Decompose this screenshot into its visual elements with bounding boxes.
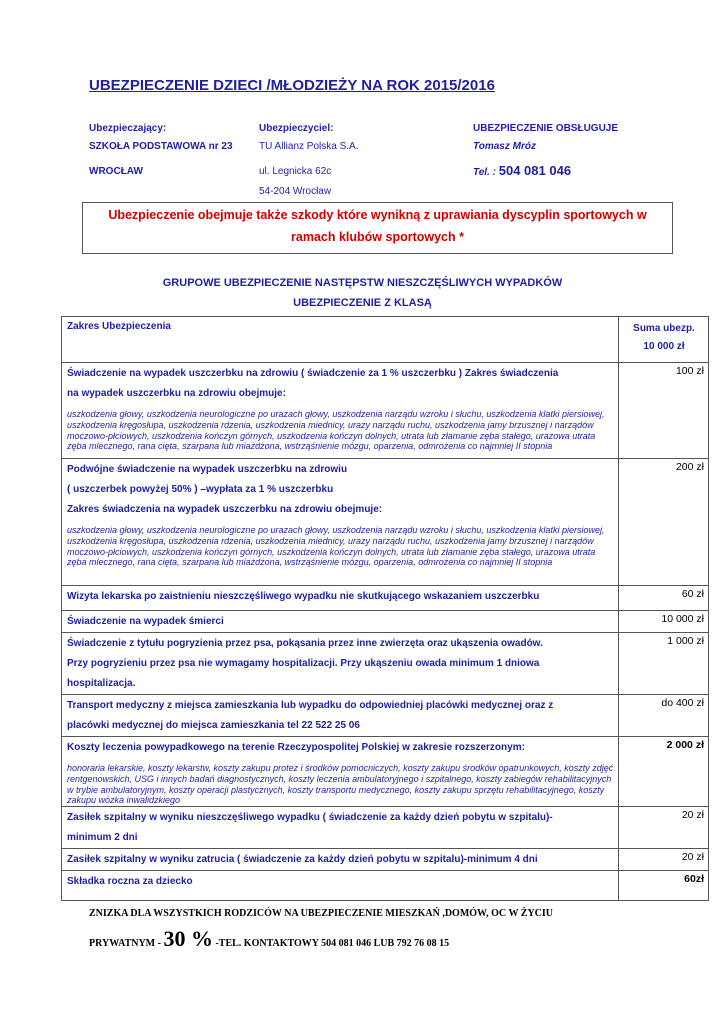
coverage-amount: 20 zł [619, 849, 709, 871]
insured-label: Ubezpieczający: [89, 123, 167, 134]
table-row [62, 459, 709, 586]
coverage-line: Podwójne świadczenie na wypadek uszczerbku na zdrowiu [67, 464, 348, 475]
service-phone [473, 163, 571, 178]
coverage-amount: 1 000 zł [619, 633, 709, 695]
header-sum [619, 317, 709, 363]
header-scope-label: Zakres Ubezpieczenia [67, 321, 171, 332]
sports-notice-box [82, 202, 673, 254]
footer-line2-post: -TEL. KONTAKTOWY 504 081 046 LUB 792 76 08 15 [215, 938, 450, 949]
insurer-name: TU Allianz Polska S.A. [259, 141, 359, 152]
footer-line1: ZNIZKA DLA WSZYSTKICH RODZICÓW NA UBEZPIECZENIE MIESZKAŃ ,DOMÓW, OC W ŻYCIU [89, 908, 553, 919]
coverage-detail: uszkodzenia głowy, uszkodzenia neurologiczne po urazach głowy, uszkodzenia narządu wzroku i słuchu, uszkodzenia klatki piersiowej, uszkodzenia kręgosłupa, uszkodzenia rdzenia, uszkodzenia miednicy, urazy narządu ruchu, uszkodzenia jamy brzusznej i narządów moczowo-płciowych, uszkodzenia kończyn górnych, uszkodzenia kończyn dolnych, utrata lub złamanie zęba stałego, urazowa utrata zęba mlecznego, rana cięta, szarpana lub miażdżona, wstrząśnienie mózgu, oparzenia, odmrożenia co najmniej II stopnia [67, 409, 605, 452]
insurer-postal: 54-204 Wrocław [259, 186, 332, 197]
coverage-description [62, 737, 619, 807]
coverage-line: Świadczenie na wypadek śmierci [67, 616, 224, 627]
coverage-description [62, 586, 619, 611]
header-sum-value: 10 000 zł [643, 341, 685, 352]
table-row [62, 611, 709, 633]
insurer-label: Ubezpieczyciel: [259, 123, 334, 134]
coverage-line: Transport medyczny z miejsca zamieszkania lub wypadku do odpowiedniej placówki medycznej oraz z [67, 700, 554, 711]
footer-discount: 30 % [163, 926, 213, 951]
coverage-line: Zasiłek szpitalny w wyniku zatrucia ( świadczenie za każdy dzień pobytu w szpitalu)-minimum 4 dni [67, 854, 538, 866]
coverage-line: hospitalizacja. [67, 678, 136, 689]
subtitle-group-insurance: GRUPOWE UBEZPIECZENIE NASTĘPSTW NIESZCZĘŚLIWYCH WYPADKÓW [162, 277, 563, 289]
coverage-description [62, 363, 619, 459]
coverage-line: Składka roczna za dziecko [67, 876, 193, 888]
table-row [62, 849, 709, 871]
coverage-amount: do 400 zł [619, 695, 709, 737]
coverage-line: Przy pogryzieniu przez psa nie wymagamy hospitalizacji. Przy ukąszeniu owada minimum 1 dniowa [67, 658, 540, 669]
table-row [62, 363, 709, 459]
subtitle-class: UBEZPIECZENIE Z KLASĄ [293, 297, 432, 309]
header-scope [62, 317, 619, 363]
coverage-line: Zasiłek szpitalny w wyniku nieszczęśliwego wypadku ( świadczenie za każdy dzień pobytu w szpitalu)- [67, 812, 553, 824]
table-row [62, 586, 709, 611]
coverage-amount: 60 zł [619, 586, 709, 611]
coverage-description [62, 807, 619, 849]
coverage-line: ( uszczerbek powyżej 50% ) –wypłata za 1 % uszczerbku [67, 484, 334, 495]
coverage-amount: 60zł [619, 871, 709, 901]
coverage-line: Świadczenie z tytułu pogryzienia przez psa, pokąsania przez inne zwierzęta oraz ukąszenia owadów. [67, 638, 543, 649]
coverage-amount: 10 000 zł [619, 611, 709, 633]
header-sum-label: Suma ubezp. [633, 323, 695, 334]
table-header-row [62, 317, 709, 363]
footer-line2 [89, 926, 449, 952]
table-row [62, 807, 709, 849]
insured-name: SZKOŁA PODSTAWOWA nr 23 [89, 141, 233, 152]
insurer-street: ul. Legnicka 62c [259, 166, 332, 177]
coverage-line: na wypadek uszczerbku na zdrowiu obejmuje: [67, 388, 286, 399]
notice-line1: Ubezpieczenie obejmuje także szkody które wynikną z uprawiania dyscyplin sportowych w [108, 208, 647, 222]
coverage-line: placówki medycznej do miejsca zamieszkania tel 22 522 25 06 [67, 720, 360, 731]
document-title: UBEZPIECZENIE DZIECI /MŁODZIEŻY NA ROK 2015/2016 [89, 77, 495, 94]
table-row [62, 695, 709, 737]
coverage-amount: 2 000 zł [619, 737, 709, 807]
footer-line2-pre: PRYWATNYM - [89, 938, 161, 949]
phone-number: 504 081 046 [498, 163, 572, 178]
coverage-line: Wizyta lekarska po zaistnieniu nieszczęśliwego wypadku nie skutkującego wskazaniem uszczerbku [67, 591, 540, 602]
coverage-detail: uszkodzenia głowy, uszkodzenia neurologiczne po urazach głowy, uszkodzenia narządu wzroku i słuchu, uszkodzenia klatki piersiowej, uszkodzenia kręgosłupa, uszkodzenia rdzenia, uszkodzenia miednicy, urazy narządu ruchu, uszkodzenia jamy brzusznej i narządów moczowo-płciowych, uszkodzenia kończyn górnych, uszkodzenia kończyn dolnych, utrata lub złamanie zęba stałego, urazowa utrata zęba mlecznego, rana cięta, szarpana lub miażdżona, wstrząśnienie mózgu, oparzenia, odmrożenia co najmniej II stopnia [67, 525, 605, 568]
notice-line2: ramach klubów sportowych * [291, 230, 464, 244]
coverage-detail: honoraria lekarskie, koszty lekarstw, koszty zakupu protez i środków pomocniczych, koszty zakupu środków opatrunkowych, koszty zdjęć rentgenowskich, USG i innych badań diagnostycznych, koszty leczenia ambulatoryjnego i szpitalnego, koszty zabiegów rehabilitacyjnych w trybie ambulatoryjnym, koszty operacji plastycznych, koszty transportu medycznego, koszty zakupu sprzętu rehabilitacyjnego, koszty zakupu wózka inwalidzkiego [67, 763, 614, 806]
insured-city: WROCŁAW [89, 166, 143, 177]
coverage-line: minimum 2 dni [67, 832, 138, 844]
service-person: Tomasz Mróz [473, 141, 536, 152]
phone-label: Tel. : [473, 167, 496, 178]
coverage-description [62, 633, 619, 695]
coverage-amount: 100 zł [619, 363, 709, 459]
coverage-description [62, 459, 619, 586]
coverage-description [62, 849, 619, 871]
table-row [62, 633, 709, 695]
coverage-table [61, 316, 709, 901]
coverage-amount: 20 zł [619, 807, 709, 849]
coverage-amount: 200 zł [619, 459, 709, 586]
coverage-line: Koszty leczenia powypadkowego na terenie Rzeczypospolitej Polskiej w zakresie rozszerzonym: [67, 742, 525, 753]
coverage-description [62, 611, 619, 633]
coverage-description [62, 695, 619, 737]
table-row [62, 737, 709, 807]
coverage-line: Świadczenie na wypadek uszczerbku na zdrowiu ( świadczenie za 1 % uszczerbku ) Zakres świadczenia [67, 368, 559, 379]
coverage-line: Zakres świadczenia na wypadek uszczerbku na zdrowiu obejmuje: [67, 504, 383, 515]
coverage-description [62, 871, 619, 901]
table-row [62, 871, 709, 901]
service-label: UBEZPIECZENIE OBSŁUGUJE [473, 123, 619, 134]
